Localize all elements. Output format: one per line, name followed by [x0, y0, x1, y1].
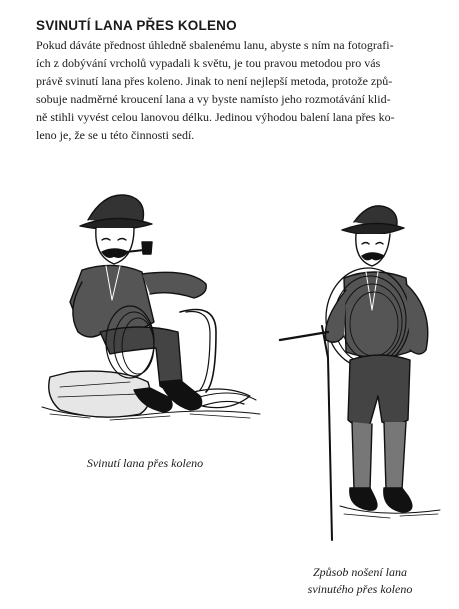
- section-title: SVINUTÍ LANA PŘES KOLENO: [36, 18, 237, 33]
- body-paragraph: [36, 36, 442, 144]
- seated-climber-illustration: [30, 182, 270, 440]
- paragraph-line: sobuje nadměrné kroucení lana a vy byste namísto jeho rozmotávání klid-: [36, 92, 391, 106]
- figure-caption: [285, 564, 435, 598]
- standing-climber-illustration: [270, 200, 450, 545]
- paragraph-line: právě svinutí lana přes koleno. Jinak to není nejlepší metoda, protože způ-: [36, 74, 393, 88]
- paragraph-line: leno je, že se u této činnosti sedí.: [36, 128, 195, 142]
- figure-caption: [60, 455, 230, 472]
- caption-line: Způsob nošení lana: [312, 565, 407, 579]
- paragraph-line: ích z dobývání vrcholů vypadali k světu, je tou pravou metodou pro vás: [36, 56, 381, 70]
- caption-line: Svinutí lana přes koleno: [86, 456, 204, 470]
- paragraph-line: ně stihli vyvést celou lanovou délku. Jedinou výhodou balení lana přes ko-: [36, 110, 395, 124]
- paragraph-line: Pokud dáváte přednost úhledně sbalenému lanu, abyste s ním na fotografi-: [36, 38, 394, 52]
- caption-line: svinutého přes koleno: [307, 582, 413, 596]
